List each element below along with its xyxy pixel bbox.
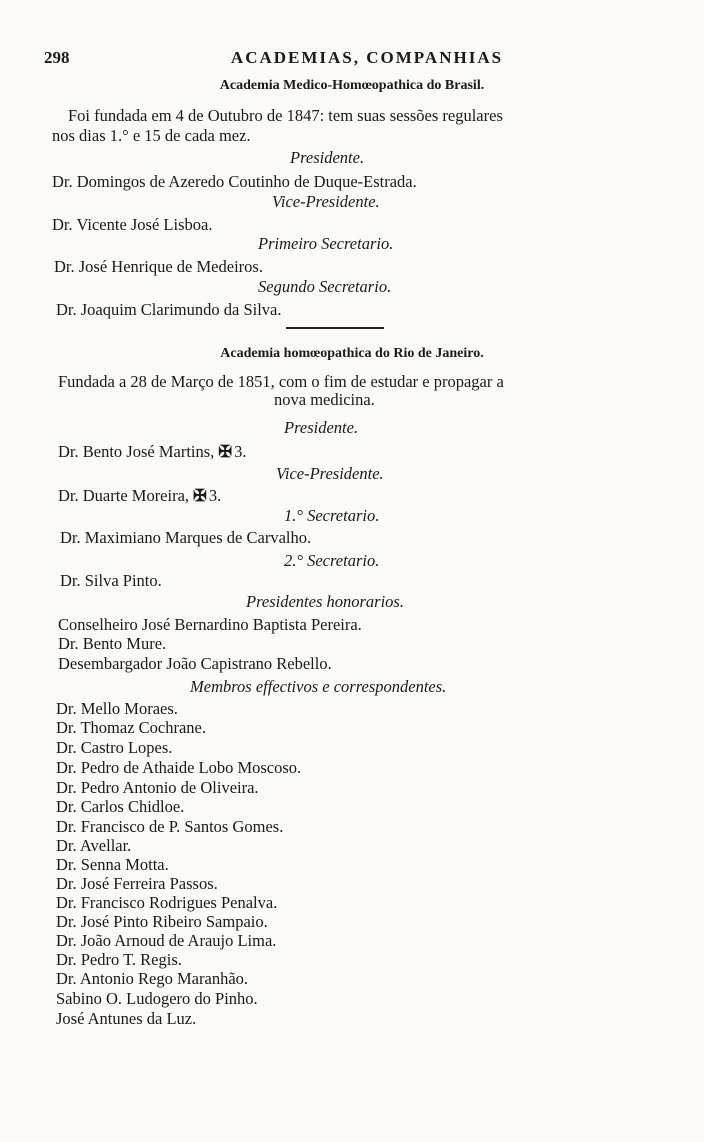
order-cross-icon: ✠ (193, 486, 207, 505)
member-item: Dr. Thomaz Cochrane. (56, 718, 206, 737)
section2-intro-line2: nova medicina. (274, 390, 375, 409)
member-item: Sabino O. Ludogero do Pinho. (56, 989, 258, 1008)
honorary-item: Conselheiro José Bernardino Baptista Pereira. (58, 615, 362, 634)
members-heading: Membros effectivos e correspondentes. (190, 677, 447, 696)
member-item: Dr. Castro Lopes. (56, 738, 173, 757)
role-holder: Dr. José Henrique de Medeiros. (54, 257, 263, 276)
section1-title: Academia Medico-Homœopathica do Brasil. (219, 78, 485, 93)
member-item: Dr. Antonio Rego Maranhão. (56, 969, 249, 988)
role-heading: Segundo Secretario. (258, 277, 392, 296)
running-title: ACADEMIAS, COMPANHIAS (230, 48, 504, 67)
section2-intro-line1: Fundada a 28 de Março de 1851, com o fim de estudar e propagar a (58, 372, 504, 391)
member-item: Dr. Pedro de Athaide Lobo Moscoso. (56, 758, 302, 777)
member-item: Dr. José Ferreira Passos. (56, 874, 218, 893)
section-divider (286, 327, 384, 329)
member-item: Dr. Avellar. (56, 836, 132, 855)
order-cross-icon: ✠ (218, 442, 233, 461)
role-holder: Dr. Joaquim Clarimundo da Silva. (56, 300, 282, 319)
role-holder: Dr. Maximiano Marques de Carvalho. (60, 528, 312, 547)
member-item: Dr. Francisco de P. Santos Gomes. (56, 817, 284, 836)
member-item: Dr. Francisco Rodrigues Penalva. (56, 893, 278, 912)
role-holder: Dr. Vicente José Lisboa. (52, 215, 213, 234)
role-heading: 1.° Secretario. (284, 506, 380, 525)
section1-intro-line1: Foi fundada em 4 de Outubro de 1847: tem suas sessões regulares (68, 106, 503, 125)
honorary-item: Desembargador João Capistrano Rebello. (58, 654, 332, 673)
member-item: Dr. Pedro T. Regis. (56, 950, 182, 969)
member-item: José Antunes da Luz. (56, 1009, 197, 1028)
section2-title: Academia homœopathica do Rio de Janeiro. (220, 346, 484, 361)
member-item: Dr. Carlos Chidloe. (56, 797, 185, 816)
role-heading: Vice-Presidente. (276, 464, 384, 483)
role-holder-name: Dr. Duarte Moreira, (58, 486, 190, 505)
role-heading: Vice-Presidente. (272, 192, 380, 211)
page-number: 298 (44, 48, 70, 67)
role-holder-suffix: 3. (208, 486, 222, 505)
role-holder (58, 442, 247, 462)
honorary-heading: Presidentes honorarios. (246, 592, 404, 611)
member-item: Dr. Senna Motta. (56, 855, 169, 874)
role-holder: Dr. Silva Pinto. (60, 571, 162, 590)
role-holder (58, 486, 221, 506)
role-heading: Presidente. (284, 418, 359, 437)
role-holder: Dr. Domingos de Azeredo Coutinho de Duque-Estrada. (52, 172, 417, 191)
role-heading: 2.° Secretario. (284, 551, 380, 570)
role-holder-suffix: 3. (234, 442, 247, 461)
member-item: Dr. José Pinto Ribeiro Sampaio. (56, 912, 268, 931)
section1-intro-line2: nos dias 1.° e 15 de cada mez. (52, 126, 251, 145)
role-heading: Primeiro Secretario. (258, 234, 394, 253)
role-heading: Presidente. (290, 148, 365, 167)
member-item: Dr. Pedro Antonio de Oliveira. (56, 778, 259, 797)
member-item: Dr. Mello Moraes. (56, 699, 178, 718)
member-item: Dr. João Arnoud de Araujo Lima. (56, 931, 277, 950)
role-holder-name: Dr. Bento José Martins, (58, 442, 215, 461)
honorary-item: Dr. Bento Mure. (58, 634, 167, 653)
